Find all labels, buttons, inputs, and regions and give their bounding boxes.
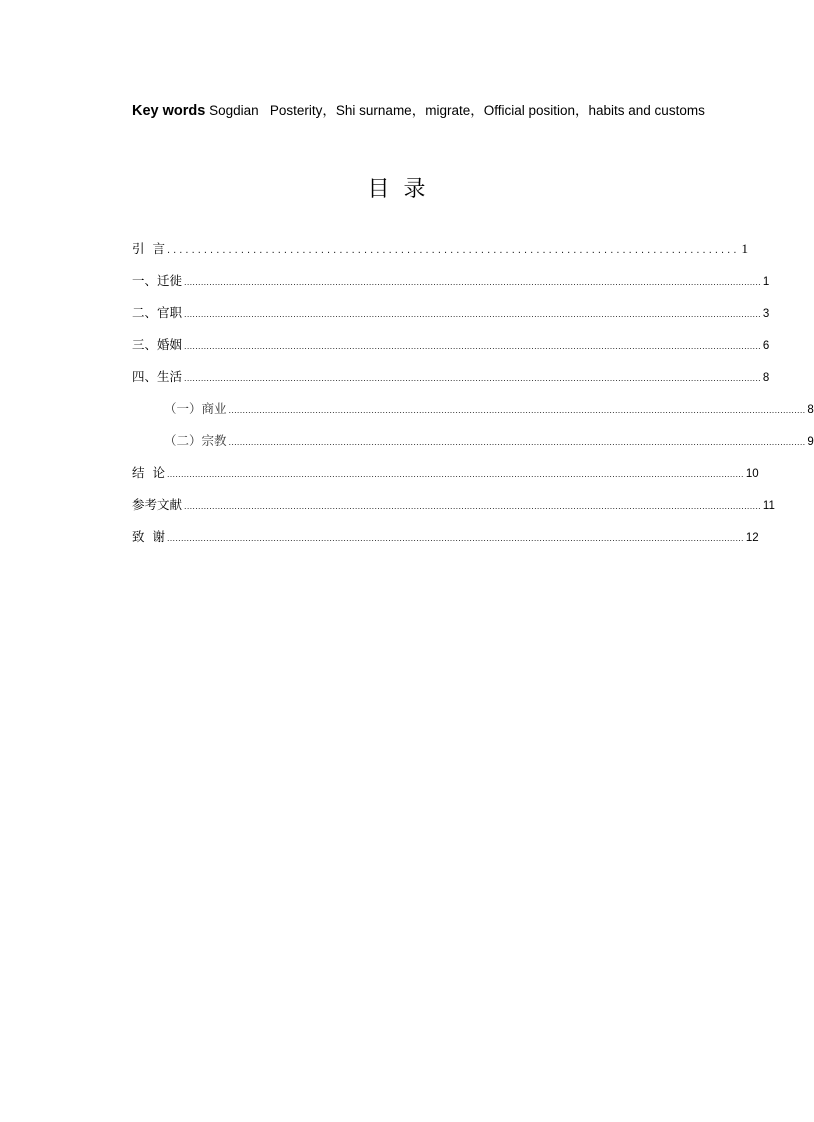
toc-leader-dots: .............................................................................................: [166, 244, 740, 256]
toc-leader-dots: ..............................................................................................................................................................................................................: [184, 373, 761, 383]
toc-entry-label: 结 论: [132, 465, 165, 480]
toc-title: 目 录: [367, 177, 426, 202]
keywords-text: Sogdian Posterity，Shi surname，migrate，Official position，habits and customs: [205, 103, 705, 118]
toc-entry-page: 8: [807, 404, 814, 416]
toc-leader-dots: ..............................................................................................................................................................................................................: [228, 405, 806, 415]
toc-entry-label: （一）商业: [164, 401, 227, 416]
toc-entry-label: 三、婚姻: [132, 337, 183, 352]
toc-entry-page: 1: [741, 241, 748, 256]
toc-leader-dots: ..............................................................................................................................................................................................................: [184, 309, 761, 319]
toc-entry-page: 8: [762, 372, 770, 384]
toc-entry-page: 10: [745, 468, 759, 480]
toc-entry-introduction[interactable]: [132, 240, 748, 258]
toc-entry-references[interactable]: [132, 496, 775, 514]
toc-entry-page: 12: [745, 532, 759, 544]
toc-entry-label: 一、迁徙: [132, 273, 183, 288]
toc-entry-conclusion[interactable]: [132, 464, 759, 482]
toc-entry-page: 3: [762, 308, 770, 320]
toc-entry-label: 参考文献: [132, 497, 183, 512]
toc-entry-commerce[interactable]: [164, 400, 814, 418]
toc-leader-dots: ..............................................................................................................................................................................................................: [184, 277, 761, 287]
toc-entry-label: （二）宗教: [164, 433, 227, 448]
toc-leader-dots: ..............................................................................................................................................................................................................: [184, 501, 761, 511]
toc-entry-acknowledgements[interactable]: [132, 528, 759, 546]
toc-entry-marriage[interactable]: [132, 336, 770, 354]
toc-entry-life[interactable]: [132, 368, 770, 386]
toc-entry-page: 6: [762, 340, 770, 352]
keywords-line: [132, 101, 732, 121]
toc-entry-official-position[interactable]: [132, 304, 770, 322]
toc-entry-religion[interactable]: [164, 432, 814, 450]
toc-entry-page: 1: [762, 276, 770, 288]
toc-entry-label: 致 谢: [132, 529, 165, 544]
toc-leader-dots: ..............................................................................................................................................................................................................: [228, 437, 806, 447]
toc-entry-label: 四、生活: [132, 369, 183, 384]
toc-leader-dots: ..............................................................................................................................................................................................................: [166, 469, 744, 479]
toc-entry-label: 二、官职: [132, 305, 183, 320]
toc-leader-dots: ..............................................................................................................................................................................................................: [184, 341, 761, 351]
keywords-label: Key words: [132, 103, 206, 119]
toc-entry-page: 11: [762, 500, 775, 512]
toc-entry-label: 引 言: [132, 241, 165, 256]
toc-leader-dots: ..............................................................................................................................................................................................................: [166, 533, 744, 543]
toc-entry-page: 9: [807, 436, 814, 448]
toc-entry-migration[interactable]: [132, 272, 770, 290]
